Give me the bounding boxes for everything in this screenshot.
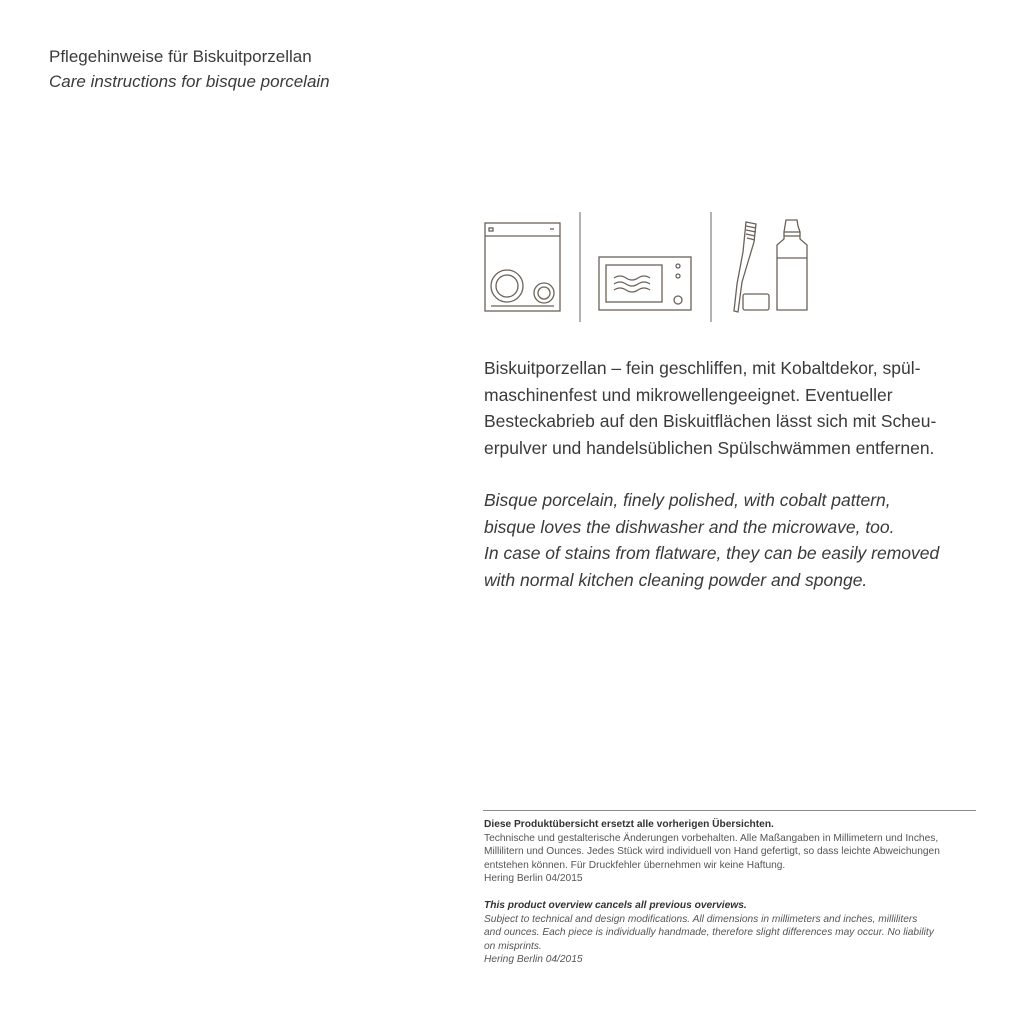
text-line: maschinenfest und mikrowellengeeignet. Eventueller: [484, 384, 893, 405]
footer-line: Hering Berlin 04/2015: [484, 954, 583, 966]
care-description: [484, 355, 974, 593]
brush-and-cleaner-icon: [734, 220, 807, 312]
text-line: Biskuitporzellan – fein geschliffen, mit Kobaltdekor, spül-: [484, 358, 921, 378]
dishwasher-icon: [485, 223, 560, 311]
description-german: [484, 355, 974, 461]
footer-line: on misprints.: [484, 940, 542, 952]
footer-english: [484, 899, 974, 967]
footer-german: [484, 818, 974, 886]
text-line: Besteckabrieb auf den Biskuitflächen lässt sich mit Scheu-: [484, 411, 937, 431]
footer-line: Hering Berlin 04/2015: [484, 873, 583, 885]
title-english: Care instructions for bisque porcelain: [49, 72, 330, 91]
title-german: Pflegehinweise für Biskuitporzellan: [49, 47, 312, 66]
footer-line: entstehen können. Für Druckfehler übernehmen wir keine Haftung.: [484, 859, 786, 871]
footer-heading: Diese Produktübersicht ersetzt alle vorherigen Übersichten.: [484, 819, 774, 830]
care-icons: [484, 212, 814, 324]
text-line: In case of stains from flatware, they can be easily removed: [484, 543, 940, 563]
text-line: bisque loves the dishwasher and the microwave, too.: [484, 516, 895, 537]
page-header: [49, 44, 330, 94]
microwave-icon: [599, 257, 691, 310]
footer-divider: [483, 810, 976, 811]
text-line: Bisque porcelain, finely polished, with cobalt pattern,: [484, 490, 891, 510]
footer-line: and ounces. Each piece is individually handmade, therefore slight differences may occur. No liability: [484, 927, 934, 939]
text-line: erpulver und handelsüblichen Spülschwämmen entfernen.: [484, 437, 935, 458]
text-line: with normal kitchen cleaning powder and sponge.: [484, 569, 868, 590]
footer-disclaimer: [484, 818, 974, 967]
footer-line: Technische und gestalterische Änderungen vorbehalten. Alle Maßangaben in Millimetern und Inches,: [484, 832, 939, 844]
footer-line: Millilitern und Ounces. Jedes Stück wird individuell von Hand gefertigt, so dass leichte Abweichungen: [484, 846, 940, 858]
description-english: [484, 487, 974, 593]
footer-heading: This product overview cancels all previous overviews.: [484, 899, 747, 911]
footer-line: Subject to technical and design modifications. All dimensions in millimeters and inches, milliliters: [484, 913, 918, 925]
